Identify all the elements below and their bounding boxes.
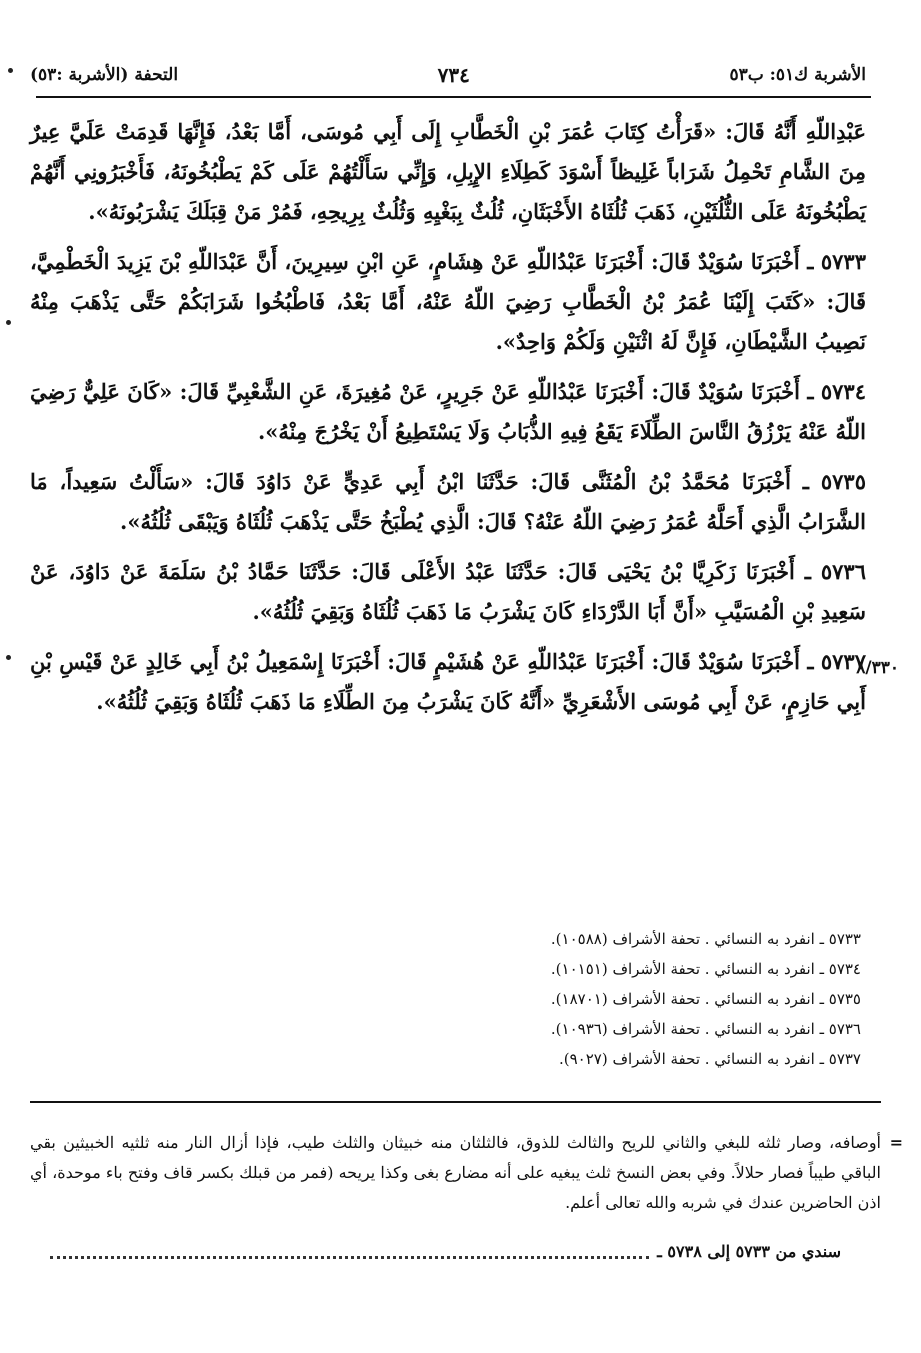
continuation-mark: =: [889, 1133, 903, 1152]
scan-speck: [6, 655, 11, 660]
footnote-5735: ٥٧٣٥ ـ انفرد به النسائي . تحفة الأشراف (١٨٧٠١).: [550, 990, 861, 1008]
footnote-5736: ٥٧٣٦ ـ انفرد به النسائي . تحفة الأشراف (١٠٩٣٦).: [550, 1020, 861, 1038]
sanad-label: سندي من ٥٧٣٣ إلى ٥٧٣٨ ـ: [657, 1242, 841, 1261]
dotted-leader: [50, 1244, 649, 1259]
hadith-5736: ٥٧٣٦ ـ أَخْبَرَنَا زَكَرِيَّا بْنُ يَحْيَى قَالَ: حَدَّثَنَا عَبْدُ الأَعْلَى قَالَ: حَدَّثَنَا حَمَّادُ بْنُ سَلَمَةَ عَنْ دَاوُدَ، عَنْ سَعِيدِ بْنِ الْمُسَيَّبِ «أَنَّ أَبَا الدَّرْدَاءِ كَانَ يَشْرَبُ مَا ذَهَبَ ثُلُثَاهُ وَبَقِيَ ثُلُثُهُ».: [30, 559, 866, 624]
margin-volume-ref: ٨/٣٣٠: [856, 658, 899, 678]
commentary: [30, 1128, 903, 1218]
sanad-line: [50, 1242, 841, 1261]
header-tuhfa-ref: التحفة (الأشربة :٥٣): [30, 65, 179, 85]
hadith-continuation: عَبْدِاللّهِ أَنَّهُ قَالَ: «قَرَأْتُ كِتَابَ عُمَرَ بْنِ الْخَطَّابِ إِلَى أَبِي مُوسَى، أَمَّا بَعْدُ، فَإِنَّهَا قَدِمَتْ عَلَيَّ عِيرٌ مِنَ الشَّامِ تَحْمِلُ شَرَاباً غَلِيظاً أَسْوَدَ كَطِلَاءِ الإِبِلِ، وَإِنِّي سَأَلْتُهُمْ عَلَى كَمْ يَطْبُخُونَهُ، فَأَخْبَرُونِي أَنَّهُمْ يَطْبُخُونَهُ عَلَى الثُّلُثَيْنِ، ذَهَبَ ثُلُثَاهُ الأَخْبَثَانِ، ثُلُثٌ بِبَغْيِهِ وَثُلُثٌ بِرِيحِهِ، فَمُرْ مَنْ قِبَلَكَ يَشْرَبُونَهُ».: [30, 119, 866, 224]
hadith-5737: ٥٧٣٧ ـ أَخْبَرَنَا سُوَيْدٌ قَالَ: أَخْبَرَنَا عَبْدُاللّهِ عَنْ هُشَيْمٍ قَالَ: أَخْبَرَنَا إِسْمَعِيلُ بْنُ أَبِي خَالِدٍ عَنْ قَيْسِ بْنِ أَبِي حَازِمٍ، عَنْ أَبِي مُوسَى الأَشْعَرِيِّ «أَنَّهُ كَانَ يَشْرَبُ مِنَ الطِّلَاءِ مَا ذَهَبَ ثُلُثَاهُ وَبَقِيَ ثُلُثُهُ».: [30, 649, 866, 714]
page-header: [30, 58, 866, 92]
commentary-rule: [30, 1101, 881, 1103]
header-rule: [36, 96, 871, 98]
footnotes: [441, 924, 861, 1074]
scan-speck: [6, 320, 11, 325]
header-chapter-ref: الأشربة ك٥١: ب٥٣: [729, 65, 866, 85]
hadith-5734: ٥٧٣٤ ـ أَخْبَرَنَا سُوَيْدٌ قَالَ: أَخْبَرَنَا عَبْدُاللّهِ عَنْ جَرِيرٍ، عَنْ مُغِيرَةَ، عَنِ الشَّعْبِيِّ قَالَ: «كَانَ عَلِيٌّ رَضِيَ اللّهُ عَنْهُ يَرْزُقُ النَّاسَ الطِّلَاءَ يَقَعُ فِيهِ الذُّبَابُ وَلَا يَسْتَطِيعُ أَنْ يَخْرُجَ مِنْهُ».: [30, 379, 866, 444]
page-number: ٧٣٤: [437, 63, 470, 87]
commentary-text: أوصافه، وصار ثلثه للبغي والثاني للريح والثالث للذوق، فالثلثان منه خبيثان والثلث طيب، فإذا أزال النار منه ثلثيه الخبيثين بقي الباقي طيباً فصار حلالاً. وفي بعض النسخ ثلث يبغيه على أنه مضارع بغى وكذا يريحه (فمر من قبلك بكسر قاف وفتح باء موحدة، أي اذن الحاضرين عندك في شربه والله تعالى أعلم.: [30, 1133, 881, 1212]
footnote-5734: ٥٧٣٤ ـ انفرد به النسائي . تحفة الأشراف (١٠١٥١).: [550, 960, 861, 978]
footnote-5733: ٥٧٣٣ ـ انفرد به النسائي . تحفة الأشراف (١٠٥٨٨).: [550, 930, 861, 948]
hadith-5735: ٥٧٣٥ ـ أَخْبَرَنَا مُحَمَّدُ بْنُ الْمُثَنَّى قَالَ: حَدَّثَنَا ابْنُ أَبِي عَدِيٍّ عَنْ دَاوُدَ قَالَ: «سَأَلْتُ سَعِيداً، مَا الشَّرَابُ الَّذِي أَحَلَّهُ عُمَرُ رَضِيَ اللّهُ عَنْهُ؟ قَالَ: الَّذِي يُطْبَخُ حَتَّى يَذْهَبَ ثُلُثَاهُ وَيَبْقَى ثُلُثُهُ».: [30, 469, 866, 534]
footnote-5737: ٥٧٣٧ ـ انفرد به النسائي . تحفة الأشراف (٩٠٢٧).: [558, 1050, 861, 1068]
hadith-5733: ٥٧٣٣ ـ أَخْبَرَنَا سُوَيْدٌ قَالَ: أَخْبَرَنَا عَبْدُاللّهِ عَنْ هِشَامٍ، عَنِ ابْنِ سِيرِينَ، أَنَّ عَبْدَاللّهِ بْنَ يَزِيدَ الْخَطْمِيَّ، قَالَ: «كَتَبَ إِلَيْنَا عُمَرُ بْنُ الْخَطَّابِ رَضِيَ اللّهُ عَنْهُ، أَمَّا بَعْدُ، فَاطْبُخُوا شَرَابَكُمْ حَتَّى يَذْهَبَ مِنْهُ نَصِيبُ الشَّيْطَانِ، فَإِنَّ لَهُ اثْنَيْنِ وَلَكُمْ وَاحِدٌ».: [30, 249, 866, 354]
main-text: [30, 112, 866, 732]
scan-speck: [8, 68, 13, 73]
